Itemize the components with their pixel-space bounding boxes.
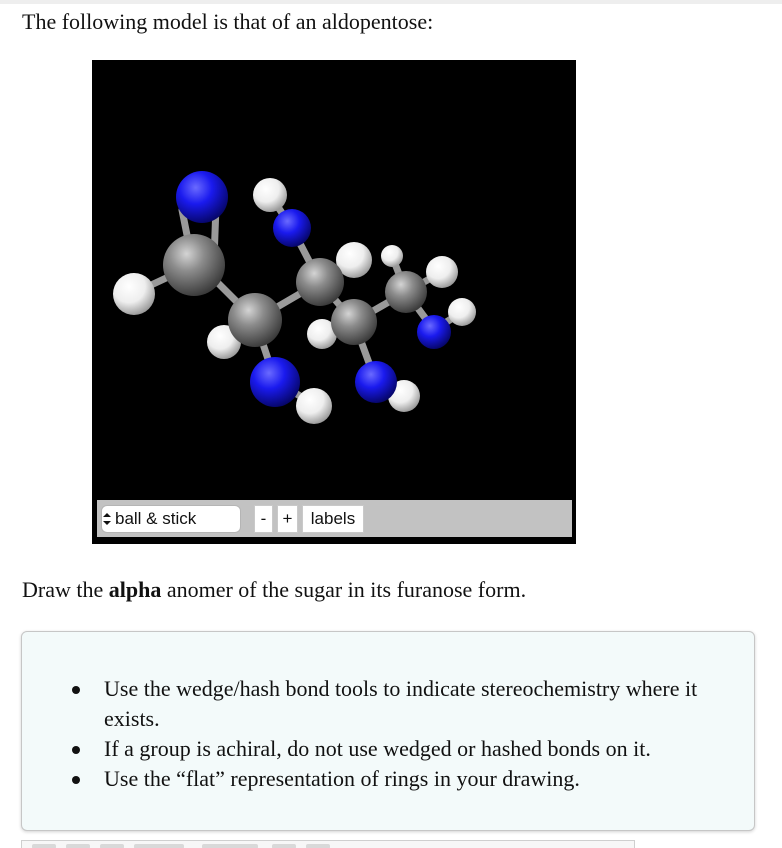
tool-button[interactable] bbox=[272, 844, 296, 848]
hydrogen-atom bbox=[448, 298, 476, 326]
tool-button[interactable] bbox=[306, 844, 330, 848]
carbon-atom bbox=[331, 299, 377, 345]
hydrogen-atom bbox=[296, 388, 332, 424]
prompt-before: Draw the bbox=[22, 577, 109, 602]
zoom-out-button[interactable]: - bbox=[254, 505, 273, 533]
tool-button[interactable] bbox=[202, 844, 258, 848]
top-divider bbox=[0, 0, 782, 4]
oxygen-atom bbox=[250, 357, 300, 407]
tool-button[interactable] bbox=[100, 844, 124, 848]
oxygen-atom bbox=[273, 209, 311, 247]
oxygen-atom bbox=[417, 315, 451, 349]
carbon-atom bbox=[163, 234, 225, 296]
carbon-atom bbox=[385, 271, 427, 313]
instruction-item: Use the “flat” representation of rings in your drawing. bbox=[104, 764, 744, 794]
labels-button[interactable]: labels bbox=[302, 505, 364, 533]
hydrogen-atom bbox=[426, 256, 458, 288]
molecule-viewer[interactable] bbox=[92, 60, 576, 544]
tool-button[interactable] bbox=[134, 844, 184, 848]
render-style-select[interactable] bbox=[101, 505, 241, 533]
oxygen-atom bbox=[176, 171, 228, 223]
drawing-toolbar-edge bbox=[21, 840, 635, 848]
tool-button[interactable] bbox=[66, 844, 90, 848]
question-prompt bbox=[22, 576, 526, 604]
prompt-emphasis: alpha bbox=[108, 577, 162, 602]
carbon-atom bbox=[296, 258, 344, 306]
tool-button[interactable] bbox=[32, 844, 56, 848]
instruction-item: Use the wedge/hash bond tools to indicate stereochemistry where it exists. bbox=[104, 674, 744, 734]
hydrogen-atom bbox=[113, 273, 155, 315]
instructions-list bbox=[104, 674, 744, 794]
viewer-toolbar bbox=[97, 500, 572, 537]
instruction-item: If a group is achiral, do not use wedged or hashed bonds on it. bbox=[104, 734, 744, 764]
intro-text: The following model is that of an aldopentose: bbox=[22, 9, 434, 34]
bullet-icon bbox=[72, 686, 80, 694]
prompt-after: anomer of the sugar in its furanose form. bbox=[161, 577, 527, 602]
render-style-value: ball & stick bbox=[115, 509, 197, 528]
instructions-box bbox=[21, 631, 755, 831]
oxygen-atom bbox=[355, 361, 397, 403]
zoom-in-button[interactable]: + bbox=[277, 505, 298, 533]
hydrogen-atom bbox=[381, 245, 403, 267]
hydrogen-atom bbox=[253, 178, 287, 212]
bullet-icon bbox=[72, 746, 80, 754]
carbon-atom bbox=[228, 293, 282, 347]
molecule-model[interactable] bbox=[92, 60, 576, 500]
bullet-icon bbox=[72, 776, 80, 784]
up-down-chevron-icon bbox=[102, 512, 112, 526]
